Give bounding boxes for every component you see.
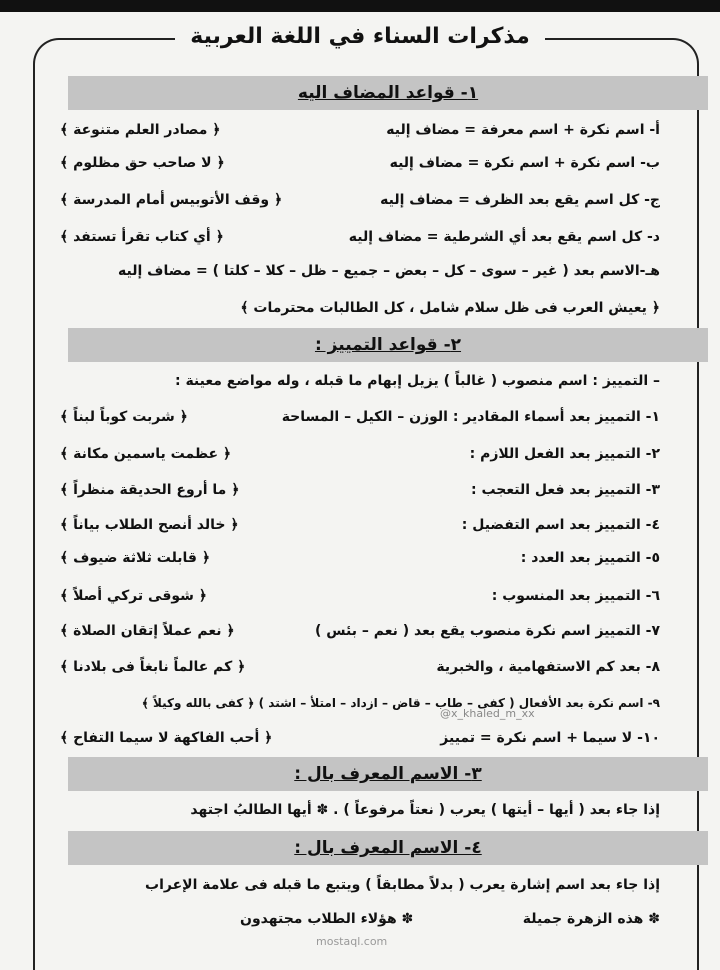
rule-line (60, 797, 660, 823)
section-heading: ٤- الاسم المعرف بال : (294, 838, 482, 858)
rule-line (240, 906, 660, 932)
example-text: ﴿ نعم عملاً إتقان الصلاة ﴾ (60, 623, 235, 639)
rule-line (60, 224, 660, 250)
rule-line (60, 618, 660, 644)
rule-line (40, 258, 660, 284)
section-header-2 (68, 328, 708, 362)
rule-line (60, 368, 660, 394)
example-text: ﴿ مصادر العلم متنوعة ﴾ (60, 122, 221, 138)
rule-text: ٢- التمييز بعد الفعل اللازم : (469, 446, 660, 462)
rule-text: – التمييز : اسم منصوب ( غالباً ) يزيل إبهام ما قبله ، وله مواضع معينة : (174, 373, 660, 389)
rule-text: ✽ هذه الزهرة جميلة (522, 911, 660, 927)
example-text: ﴿ لا صاحب حق مظلوم ﴾ (60, 155, 225, 171)
section-header-1 (68, 76, 708, 110)
example-text: ﴿ أحب الفاكهة لا سيما التفاح ﴾ (60, 730, 273, 746)
rule-line (60, 187, 660, 213)
rule-text: هـ-الاسم بعد ( غير – سوى – كل – بعض – جميع – ظل – كلا – كلتا ) = مضاف إليه (118, 263, 660, 279)
section-heading: ١- قواعد المضاف اليه (297, 83, 479, 103)
example-text: ✽ هؤلاء الطلاب مجتهدون (240, 911, 414, 927)
rule-text: ١٠- لا سيما + اسم نكرة = تمييز (440, 730, 660, 746)
rule-line (60, 150, 660, 176)
rule-line (60, 872, 660, 898)
rule-text: ﴿ يعيش العرب فى ظل سلام شامل ، كل الطالبات محترمات ﴾ (240, 300, 660, 316)
rule-line (60, 583, 660, 609)
rule-text: ٤- التمييز بعد اسم التفضيل : (461, 517, 660, 533)
rule-line (60, 441, 660, 467)
example-text: ﴿ وقف الأتوبيس أمام المدرسة ﴾ (60, 192, 283, 208)
example-text: ﴿ شوقى تركي أصلاً ﴾ (60, 588, 208, 604)
rule-line (60, 654, 660, 680)
site-watermark: mostaql.com (316, 935, 388, 948)
rule-line (60, 117, 660, 143)
section-heading: ٣- الاسم المعرف بال : (294, 764, 482, 784)
rule-text: ج- كل اسم يقع بعد الظرف = مضاف إليه (380, 192, 660, 208)
example-text: ﴿ قابلت ثلاثة ضيوف ﴾ (60, 550, 211, 566)
top-bar (0, 0, 720, 12)
section-header-3 (68, 757, 708, 791)
rule-text: ١- التمييز بعد أسماء المقادير : الوزن – الكيل – المساحة (281, 409, 660, 425)
rule-text: ٦- التمييز بعد المنسوب : (491, 588, 660, 604)
example-text: ﴿ كم عالماً نابغاً فى بلادنا ﴾ (60, 659, 246, 675)
rule-line (60, 404, 660, 430)
rule-text: د- كل اسم يقع بعد أي الشرطية = مضاف إليه (348, 229, 660, 245)
rule-text: ٨- بعد كم الاستفهامية ، والخبرية (436, 659, 660, 675)
example-text: ﴿ شربت كوباً لبناً ﴾ (60, 409, 188, 425)
rule-text: أ- اسم نكرة + اسم معرفة = مضاف إليه (386, 122, 660, 138)
watermark-handle: @x_khaled_m_xx (440, 707, 535, 720)
example-text: ﴿ خالد أنصح الطلاب بياناً ﴾ (60, 517, 239, 533)
rule-text: ٣- التمييز بعد فعل التعجب : (470, 482, 660, 498)
section-heading: ٢- قواعد التمييز : (314, 335, 462, 355)
section-header-4 (68, 831, 708, 865)
rule-text: إذا جاء بعد اسم إشارة يعرب ( بدلاً مطابقاً ) ويتبع ما قبله فى علامة الإعراب (145, 877, 660, 893)
rule-line (60, 545, 660, 571)
example-text: ﴿ أي كتاب تقرأ تستفد ﴾ (60, 229, 224, 245)
rule-text: ب- اسم نكرة + اسم نكرة = مضاف إليه (389, 155, 660, 171)
rule-text: ٥- التمييز بعد العدد : (520, 550, 660, 566)
example-text: ﴿ عظمت ياسمين مكانة ﴾ (60, 446, 232, 462)
rule-line (60, 477, 660, 503)
example-text: ﴿ ما أروع الحديقة منظراً ﴾ (60, 482, 240, 498)
rule-line (60, 690, 660, 716)
rule-line (60, 725, 660, 751)
rule-line (60, 295, 660, 321)
rule-line (60, 512, 660, 538)
rule-text: إذا جاء بعد ( أيها – أيتها ) يعرب ( نعتاً مرفوعاً ) . ✽ أيها الطالبُ اجتهد (190, 802, 660, 818)
document-title: مذكرات السناء في اللغة العربية (175, 22, 545, 52)
rule-text: ٧- التمييز اسم نكرة منصوب يقع بعد ( نعم – بئس ) (314, 623, 660, 639)
rule-text: ٩- اسم نكرة بعد الأفعال ( كفى – طاب – قاض – ازداد – امتلأ – اشتد ) ﴿ كفى بالله وكيلاً ﴾ (141, 696, 660, 710)
